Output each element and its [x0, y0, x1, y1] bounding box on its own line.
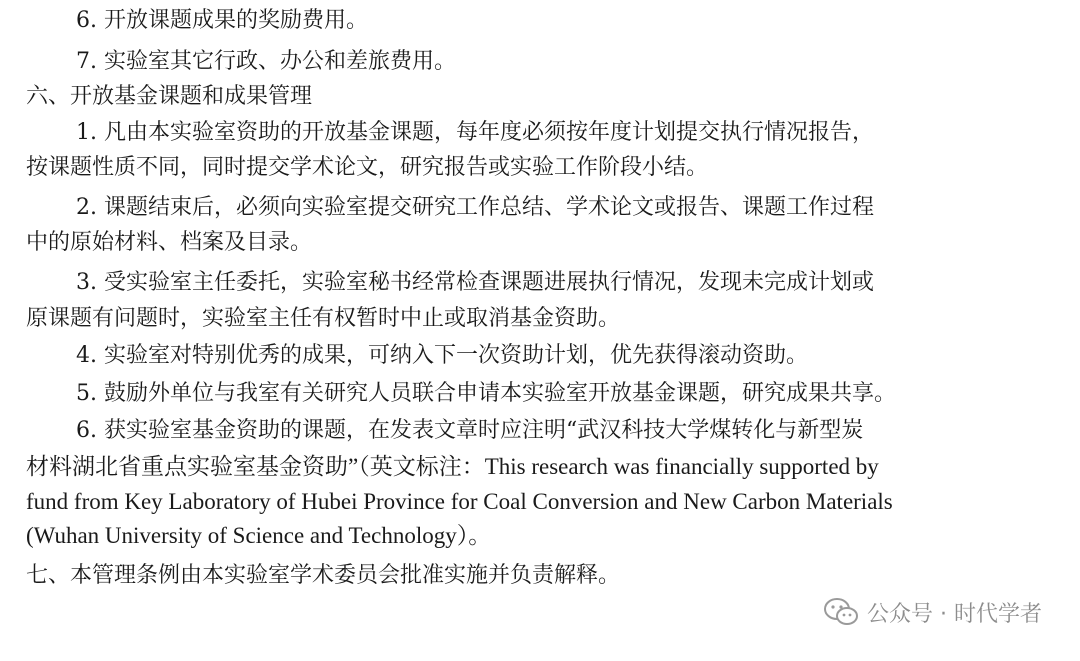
text-line: 3. 受实验室主任委托，实验室秘书经常检查课题进展执行情况，发现未完成计划或: [76, 270, 874, 295]
text-line: 原课题有问题时，实验室主任有权暂时中止或取消基金资助。: [26, 306, 621, 331]
text-line: 按课题性质不同，同时提交学术论文，研究报告或实验工作阶段小结。: [26, 155, 709, 180]
wechat-icon: [823, 597, 859, 627]
text-line: 1. 凡由本实验室资助的开放基金课题，每年度必须按年度计划提交执行情况报告，: [76, 120, 874, 145]
text-line: 2. 课题结束后，必须向实验室提交研究工作总结、学术论文或报告、课题工作过程: [76, 195, 874, 220]
text-line: fund from Key Laboratory of Hubei Province for Coal Conversion and New Carbon Materials: [26, 489, 893, 514]
watermark: [823, 592, 1042, 632]
text-line: (Wuhan University of Science and Technology）。: [26, 523, 492, 548]
section-heading: 七、本管理条例由本实验室学术委员会批准实施并负责解释。: [26, 563, 621, 588]
text-line: 6. 开放课题成果的奖励费用。: [76, 8, 368, 33]
text-line: 6. 获实验室基金资助的课题，在发表文章时应注明“武汉科技大学煤转化与新型炭: [76, 418, 864, 443]
text-line: 7. 实验室其它行政、办公和差旅费用。: [76, 49, 456, 74]
text-line: 4. 实验室对特别优秀的成果，可纳入下一次资助计划，优先获得滚动资助。: [76, 343, 808, 368]
watermark-label: 公众号 · 时代学者: [867, 601, 1042, 627]
text-line: 材料湖北省重点实验室基金资助”（英文标注：This research was financially supported by: [26, 454, 879, 479]
text-line: 中的原始材料、档案及目录。: [26, 230, 313, 255]
section-heading: 六、开放基金课题和成果管理: [26, 84, 313, 109]
text-line: 5. 鼓励外单位与我室有关研究人员联合申请本实验室开放基金课题，研究成果共享。: [76, 381, 896, 406]
